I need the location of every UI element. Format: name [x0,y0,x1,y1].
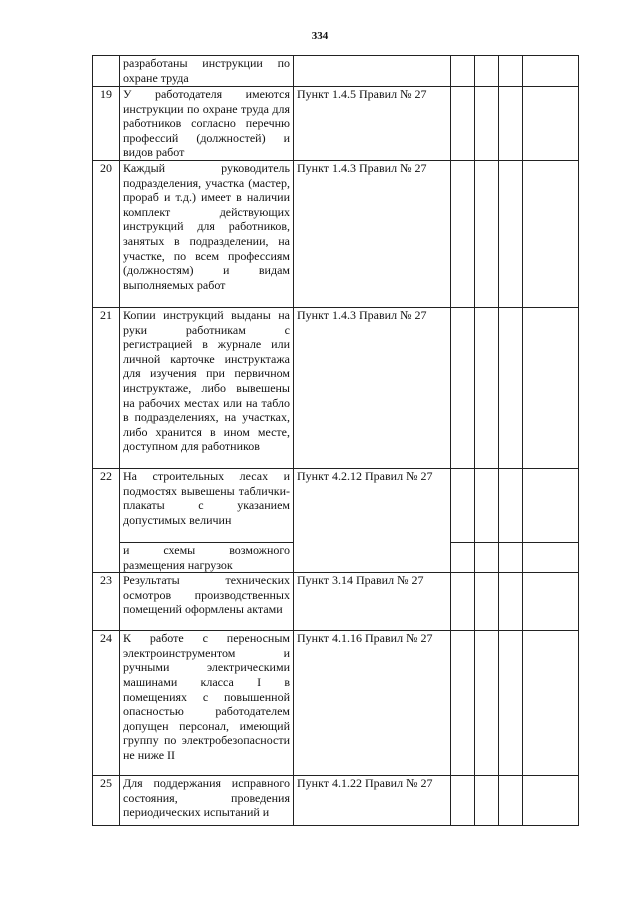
mark-cell [451,468,475,542]
reference-text [294,56,451,87]
mark-cell [499,307,523,468]
requirement-text: На строительных лесах и подмостях вывешены таблички-плакаты с указанием допустимых величин [120,468,294,542]
mark-cell [499,542,523,572]
mark-cell [499,56,523,87]
reference-text: Пункт 4.2.12 Правил № 27 [294,468,451,572]
mark-cell [475,56,499,87]
page-number: 334 [311,30,329,42]
requirement-text: Результаты технических осмотров производственных помещений оформлены актами [120,573,294,631]
mark-cell [451,631,475,776]
row-number: 19 [93,87,120,161]
mark-cell [475,307,499,468]
mark-cell [451,160,475,307]
mark-cell [499,631,523,776]
note-cell [523,776,579,826]
table-row [93,87,579,161]
mark-cell [475,776,499,826]
table-row [93,573,579,631]
requirement-text: У работодателя имеются инструкции по охране труда для работников согласно перечню профессий (должностей) и видов работ [120,87,294,161]
row-number: 24 [93,631,120,776]
row-number: 23 [93,573,120,631]
mark-cell [475,87,499,161]
requirement-text: разработаны инструкции по охране труда [120,56,294,87]
requirement-text: Каждый руководитель подразделения, участка (мастер, прораб и т.д.) имеет в наличии комплект действующих инструкций для работников, занятых в подразделении, на участке, по всем профессиям (должностям) и видам выполняемых работ [120,160,294,307]
requirement-text: К работе с переносным электроинструментом и ручными электрическими машинами класса I в помещениях с повышенной опасностью работодателем допущен персонал, имеющий группу по электробезопасности не ниже II [120,631,294,776]
mark-cell [451,87,475,161]
row-number: 20 [93,160,120,307]
requirement-text: Копии инструкций выданы на руки работникам с регистрацией в журнале или личной карточке инструктажа для изучения при первичном инструктаже, либо вывешены на рабочих местах или на табло в подразделениях, на участках, либо хранится в ином месте, доступном для работников [120,307,294,468]
reference-text: Пункт 1.4.5 Правил № 27 [294,87,451,161]
reference-text: Пункт 1.4.3 Правил № 27 [294,307,451,468]
mark-cell [499,87,523,161]
table-row [93,307,579,468]
requirement-text: Для поддержания исправного состояния, проведения периодических испытаний и [120,776,294,826]
mark-cell [475,573,499,631]
reference-text: Пункт 1.4.3 Правил № 27 [294,160,451,307]
note-cell [523,56,579,87]
table-row [93,56,579,87]
note-cell [523,542,579,572]
note-cell [523,160,579,307]
mark-cell [499,468,523,542]
mark-cell [451,307,475,468]
note-cell [523,87,579,161]
row-number: 21 [93,307,120,468]
mark-cell [499,776,523,826]
mark-cell [475,160,499,307]
note-cell [523,573,579,631]
row-number [93,56,120,87]
mark-cell [451,542,475,572]
mark-cell [451,56,475,87]
mark-cell [475,542,499,572]
note-cell [523,468,579,542]
mark-cell [451,573,475,631]
mark-cell [499,160,523,307]
row-number: 25 [93,776,120,826]
reference-text: Пункт 4.1.22 Правил № 27 [294,776,451,826]
note-cell [523,307,579,468]
mark-cell [451,776,475,826]
requirement-text: и схемы возможного размещения нагрузок [120,542,294,572]
note-cell [523,631,579,776]
reference-text: Пункт 3.14 Правил № 27 [294,573,451,631]
mark-cell [475,468,499,542]
mark-cell [475,631,499,776]
row-number: 22 [93,468,120,572]
checklist-table [92,55,579,826]
table-row [93,631,579,776]
table-row [93,468,579,542]
table-row [93,776,579,826]
table-row [93,160,579,307]
reference-text: Пункт 4.1.16 Правил № 27 [294,631,451,776]
mark-cell [499,573,523,631]
